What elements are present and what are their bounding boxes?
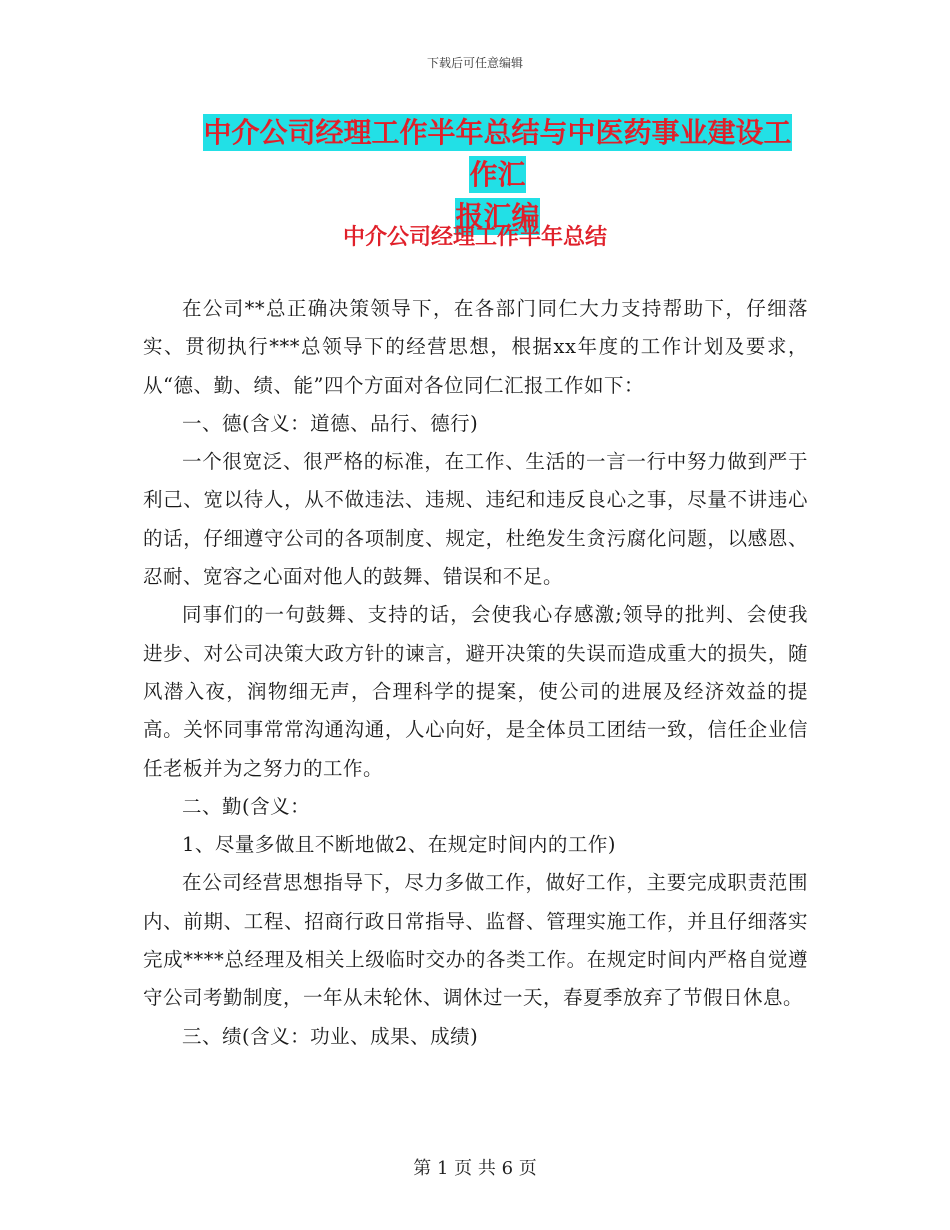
paragraph-heading-achievement: 三、绩(含义：功业、成果、成绩) xyxy=(182,1024,479,1048)
paragraph: 同事们的一句鼓舞、支持的话，会使我心存感激;领导的批判、会使我进步、对公司决策大政方针的谏言，避开决策的失误而造成重大的损失，随风潜入夜，润物细无声，合理科学的提案，使公司的进展及经济效益的提高。关怀同事常常沟通沟通，人心向好，是全体员工团结一致，信任企业信任老板并为之努力的工作。 xyxy=(143,603,808,780)
document-title-line2: 报汇编 xyxy=(455,200,540,233)
paragraph: 在公司经营思想指导下，尽力多做工作，做好工作，主要完成职责范围内、前期、工程、招商行政日常指导、监督、管理实施工作，并且仔细落实完成****总经理及相关上级临时交办的各类工作。在规定时间内严格自觉遵守公司考勤制度，一年从未轮休、调休过一天，春夏季放弃了节假日休息。 xyxy=(143,871,808,1010)
paragraph: 在公司**总正确决策领导下，在各部门同仁大力支持帮助下，仔细落实、贯彻执行***总领导下的经营思想，根据xx年度的工作计划及要求，从“德、勤、绩、能”四个方面对各位同仁汇报工作如下： xyxy=(143,297,808,397)
document-body xyxy=(143,290,808,1056)
paragraph: 一个很宽泛、很严格的标准，在工作、生活的一言一行中努力做到严于利己、宽以待人，从不做违法、违规、违纪和违反良心之事，尽量不讲违心的话，仔细遵守公司的各项制度、规定，杜绝发生贪污腐化问题，以感恩、忍耐、宽容之心面对他人的鼓舞、错误和不足。 xyxy=(143,450,808,589)
header-note: 下载后可任意编辑 xyxy=(426,56,523,70)
document-title-line1: 中介公司经理工作半年总结与中医药事业建设工作汇 xyxy=(203,116,792,191)
paragraph-heading-virtue: 一、德(含义：道德、品行、德行) xyxy=(182,411,479,435)
paragraph: 1、尽量多做且不断地做2、在规定时间内的工作) xyxy=(182,833,616,857)
page-number: 第 1 页 共 6 页 xyxy=(413,1158,537,1179)
section-title: 中介公司经理工作半年总结 xyxy=(342,225,607,250)
paragraph-heading-diligence: 二、勤(含义： xyxy=(182,794,311,818)
